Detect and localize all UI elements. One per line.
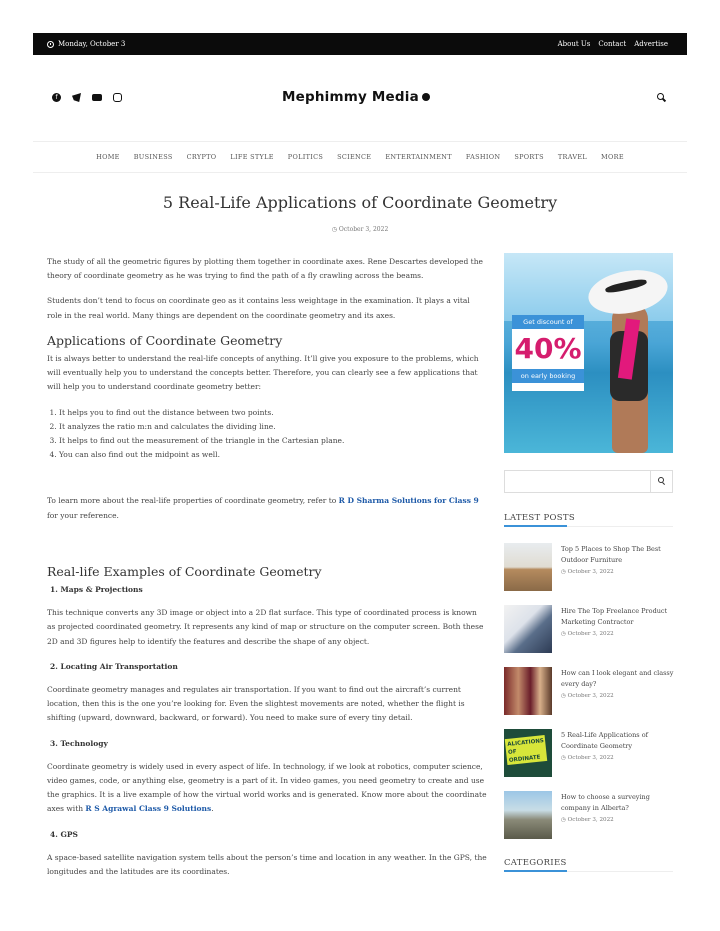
youtube-icon[interactable] xyxy=(92,94,102,101)
post-thumbnail[interactable] xyxy=(504,791,552,839)
post-title[interactable]: Top 5 Places to Shop The Best Outdoor Furniture xyxy=(561,545,661,564)
nav-item-politics[interactable]: POLITICS xyxy=(287,153,324,161)
contact-link[interactable]: Contact xyxy=(598,40,627,48)
post-thumbnail[interactable] xyxy=(504,729,552,777)
applications-list xyxy=(59,406,487,463)
post-title[interactable]: Hire The Top Freelance Product Marketing Contractor xyxy=(561,607,668,626)
advertisement-banner[interactable] xyxy=(504,253,673,453)
categories-title-text: CATEGORIES xyxy=(504,858,567,868)
list-item[interactable] xyxy=(504,605,673,655)
paragraph-text: . xyxy=(211,804,214,814)
nav-item-more[interactable]: MORE xyxy=(601,153,624,161)
nav-divider xyxy=(33,172,687,173)
article-date xyxy=(0,226,720,233)
header-divider xyxy=(33,141,687,142)
article-body xyxy=(47,255,487,890)
post-title[interactable]: How to choose a surveying company in Alberta? xyxy=(561,793,650,812)
list-item[interactable] xyxy=(504,667,673,717)
sidebar-search-button[interactable] xyxy=(650,471,672,492)
discount-card xyxy=(512,315,584,391)
thumbnail-caption: ALICATIONS OF ORDINATE METRY xyxy=(505,735,547,765)
list-item: 3. It helps to find out the measurement of the triangle in the Cartesian plane. xyxy=(59,434,487,448)
subsection-title: 3. Technology xyxy=(50,738,108,748)
subsection-title-text: Maps & Projections xyxy=(60,585,143,595)
list-item: 2. It analyzes the ratio m:n and calculates the dividing line. xyxy=(59,420,487,434)
site-logo[interactable] xyxy=(282,89,430,105)
article-date-text: October 3, 2022 xyxy=(338,226,389,233)
paragraph: Coordinate geometry manages and regulates air transportation. If you want to find out the aircraft’s current location, then this is the one you’re looking for. Even the slightest movements are noted, whether the flight is shifting (upward, downward, backward, or forward). You need to make sure of every tiny detail. xyxy=(47,685,465,723)
nav-item-travel[interactable]: TRAVEL xyxy=(557,153,588,161)
subsection-title: 2. Locating Air Transportation xyxy=(50,661,178,671)
subsection-title-text: GPS xyxy=(60,829,78,839)
twitter-icon[interactable] xyxy=(72,93,81,102)
post-date: ◷ October 3, 2022 xyxy=(561,693,614,699)
latest-posts-title-text: LATEST POSTS xyxy=(504,513,575,523)
nav-item-science[interactable]: SCIENCE xyxy=(337,153,372,161)
discount-bottom-text: on early booking xyxy=(512,369,584,383)
social-icons xyxy=(52,93,122,102)
main-nav xyxy=(0,153,720,161)
subsection-title: 4. GPS xyxy=(50,829,78,839)
paragraph-text: To learn more about the real-life properties of coordinate geometry, refer to xyxy=(47,496,339,506)
article-title: 5 Real-Life Applications of Coordinate Geometry xyxy=(162,193,558,212)
top-bar xyxy=(33,33,687,55)
paragraph-text: Coordinate geometry is widely used in every aspect of life. In technology, if we look at robotics, computer science, video games, code, or anything else, geometry is a part of it. In video games, you need geometry to create and use the graphics. It is a live example of how the virtual world works and is generated. Know more about the coordinate axes with xyxy=(47,761,487,814)
advertise-link[interactable]: Advertise xyxy=(634,40,668,48)
post-thumbnail[interactable] xyxy=(504,605,552,653)
paragraph: This technique converts any 3D image or object into a 2D flat surface. This type of coordinated process is known as projected coordinated geometry. It represents any kind of map or structure on the computer screen. Both these 2D and 3D figures help to identify the features and describe the shape of any object. xyxy=(47,608,484,646)
search-icon[interactable] xyxy=(657,93,666,102)
top-date xyxy=(47,40,125,48)
clock-icon: ◷ xyxy=(331,226,339,233)
latest-posts-title xyxy=(504,513,673,527)
section-heading: Applications of Coordinate Geometry xyxy=(47,332,283,348)
rs-agrawal-link[interactable]: R S Agrawal Class 9 Solutions xyxy=(85,804,212,814)
nav-item-life-style[interactable]: LIFE STYLE xyxy=(230,153,274,161)
discount-top-text: Get discount of xyxy=(512,315,584,329)
logo-dot-icon xyxy=(422,93,430,101)
post-thumbnail[interactable] xyxy=(504,543,552,591)
subsection-title-text: Technology xyxy=(60,738,108,748)
paragraph-text: for your reference. xyxy=(47,510,119,520)
post-date: ◷ October 3, 2022 xyxy=(561,817,614,823)
facebook-icon[interactable]: f xyxy=(52,93,61,102)
instagram-icon[interactable] xyxy=(113,93,122,102)
top-links xyxy=(558,40,668,48)
nav-item-fashion[interactable]: FASHION xyxy=(465,153,501,161)
about-us-link[interactable]: About Us xyxy=(557,40,591,48)
subsection-title: 1. Maps & Projections xyxy=(50,585,143,595)
discount-percent: 40% xyxy=(514,332,582,365)
paragraph xyxy=(47,760,487,817)
post-date: ◷ October 3, 2022 xyxy=(561,631,614,637)
clock-icon xyxy=(47,41,54,48)
paragraph xyxy=(47,494,487,522)
nav-item-sports[interactable]: SPORTS xyxy=(514,153,544,161)
list-item: 4. You can also find out the midpoint as well. xyxy=(59,448,487,462)
nav-item-home[interactable]: HOME xyxy=(96,153,120,161)
site-logo-text: Mephimmy Media xyxy=(282,89,419,105)
nav-item-entertainment[interactable]: ENTERTAINMENT xyxy=(385,153,452,161)
post-date: ◷ October 3, 2022 xyxy=(561,569,614,575)
list-item[interactable] xyxy=(504,543,673,593)
post-thumbnail[interactable] xyxy=(504,667,552,715)
list-item: 1. It helps you to find out the distance between two points. xyxy=(59,406,487,420)
section-heading: Real-life Examples of Coordinate Geometry xyxy=(47,563,322,579)
top-date-text: Monday, October 3 xyxy=(58,40,126,48)
categories-title xyxy=(504,858,673,872)
subsection-title-text: Locating Air Transportation xyxy=(60,661,178,671)
list-item[interactable] xyxy=(504,729,673,779)
post-title[interactable]: How can I look elegant and classy every day? xyxy=(561,669,674,688)
paragraph: The study of all the geometric figures by plotting them together in coordinate axes. Rene Descartes developed the theory of coordinate geometry as he was trying to find the path of a fly crawling across the beams. xyxy=(47,257,483,281)
paragraph: It is always better to understand the real-life concepts of anything. It’ll give you exposure to the problems, which will eventually help you to understand the concepts better. Therefore, you can clearly see a few applications that will help you to understand coordinate geometry better: xyxy=(47,354,479,392)
sidebar-search-input[interactable] xyxy=(504,470,673,493)
list-item[interactable] xyxy=(504,791,673,841)
rd-sharma-link[interactable]: R D Sharma Solutions for Class 9 xyxy=(338,496,479,506)
paragraph: Students don’t tend to focus on coordinate geo as it contains less weightage in the examination. It plays a vital role in the real world. Many things are dependent on the coordinate geometry and its axes. xyxy=(47,296,470,320)
paragraph: A space-based satellite navigation system tells about the person’s time and location in any weather. In the GPS, the longitudes and the latitudes are its coordinates. xyxy=(47,852,487,877)
post-title[interactable]: 5 Real-Life Applications of Coordinate Geometry xyxy=(561,731,649,750)
nav-item-business[interactable]: BUSINESS xyxy=(133,153,173,161)
nav-item-crypto[interactable]: CRYPTO xyxy=(186,153,217,161)
post-date: ◷ October 3, 2022 xyxy=(561,755,614,761)
